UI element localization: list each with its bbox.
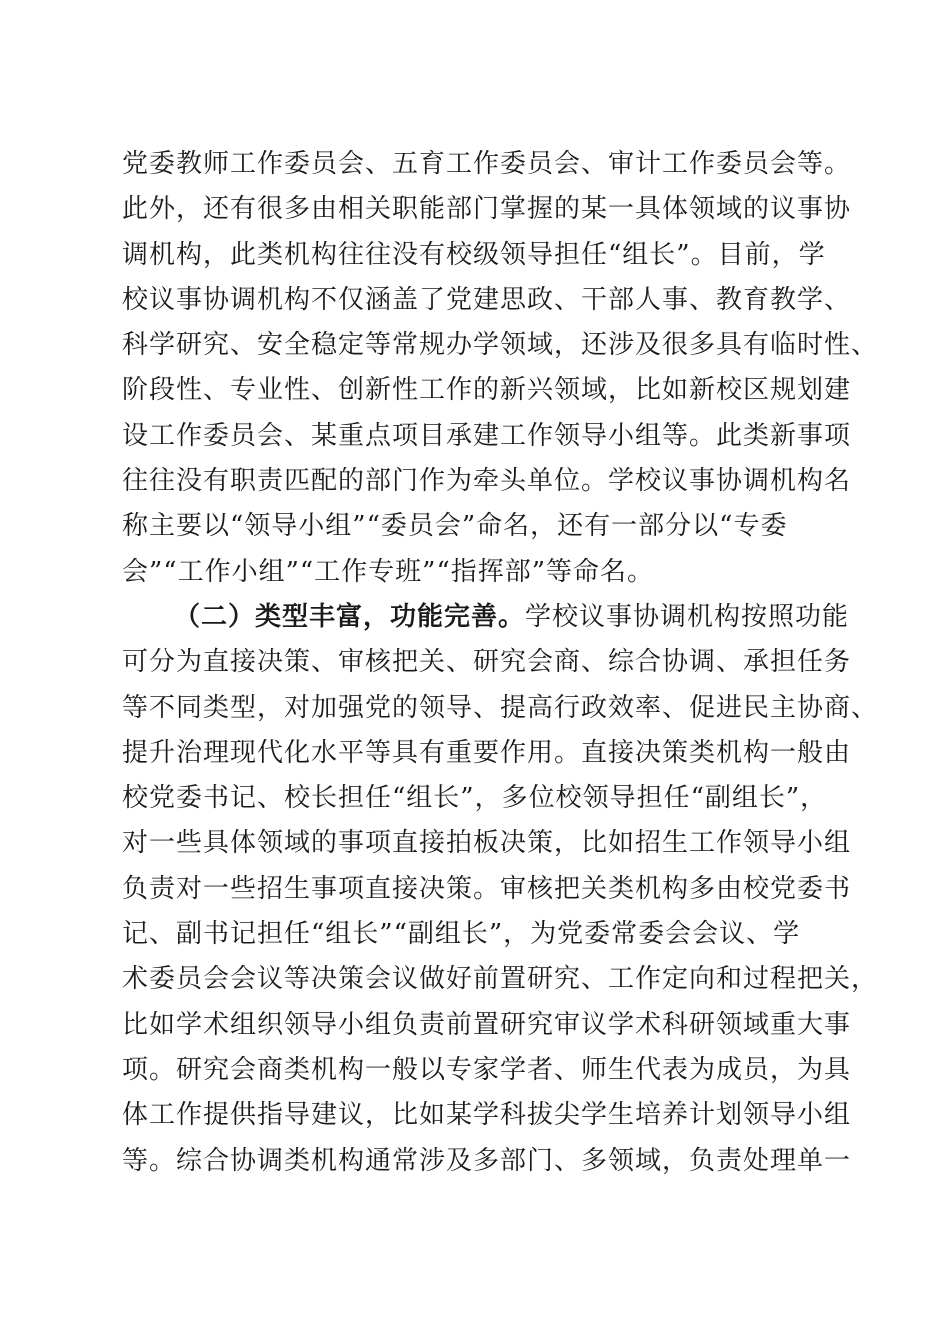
text-line: 术委员会会议等决策会议做好前置研究、工作定向和过程把关， (122, 964, 879, 995)
text-line: 体工作提供指导建议，比如某学科拔尖学生培养计划领导小组 (122, 1100, 852, 1131)
text-line: 比如学术组织领导小组负责前置研究审议学术科研领域重大事 (122, 1009, 852, 1040)
text-line: 提升治理现代化水平等具有重要作用。直接决策类机构一般由 (122, 737, 852, 768)
text-line: 可分为直接决策、审核把关、研究会商、综合协调、承担任务 (122, 647, 852, 678)
text-line: 阶段性、专业性、创新性工作的新兴领域，比如新校区规划建 (122, 375, 852, 406)
text-line: 设工作委员会、某重点项目承建工作领导小组等。此类新事项 (122, 420, 852, 451)
text-line: 等。综合协调类机构通常涉及多部门、多领域，负责处理单一 (122, 1145, 852, 1176)
text-line: 调机构，此类机构往往没有校级领导担任“组长”。目前，学 (122, 239, 826, 270)
text-line: 党委教师工作委员会、五育工作委员会、审计工作委员会等。 (122, 149, 852, 179)
text-line: 会”“工作小组”“工作专班”“指挥部”等命名。 (122, 556, 655, 587)
text-line: 校党委书记、校长担任“组长”，多位校领导担任“副组长”， (122, 783, 828, 814)
body-text (122, 142, 879, 1184)
text-line: 记、副书记担任“组长”“副组长”，为党委常委会会议、学 (122, 919, 801, 950)
text-line: 对一些具体领域的事项直接拍板决策，比如招生工作领导小组 (122, 828, 852, 859)
text-line: 称主要以“领导小组”“委员会”命名，还有一部分以“专委 (122, 511, 788, 542)
text-line: 项。研究会商类机构一般以专家学者、师生代表为成员，为具 (122, 1054, 852, 1085)
text-line: 负责对一些招生事项直接决策。审核把关类机构多由校党委书 (122, 873, 852, 904)
section-2-first-line-text: 学校议事协调机构按照功能 (525, 601, 850, 632)
text-line: 此外，还有很多由相关职能部门掌握的某一具体领域的议事协 (122, 194, 852, 225)
section-2-first-line (122, 595, 850, 640)
section-2-heading: （二）类型丰富，功能完善。 (174, 601, 526, 632)
text-line: 科学研究、安全稳定等常规办学领域，还涉及很多具有临时性、 (122, 330, 879, 361)
text-line: 往往没有职责匹配的部门作为牵头单位。学校议事协调机构名 (122, 466, 852, 497)
text-line: 校议事协调机构不仅涵盖了党建思政、干部人事、教育教学、 (122, 284, 852, 315)
text-line: 等不同类型，对加强党的领导、提高行政效率、促进民主协商、 (122, 692, 879, 723)
